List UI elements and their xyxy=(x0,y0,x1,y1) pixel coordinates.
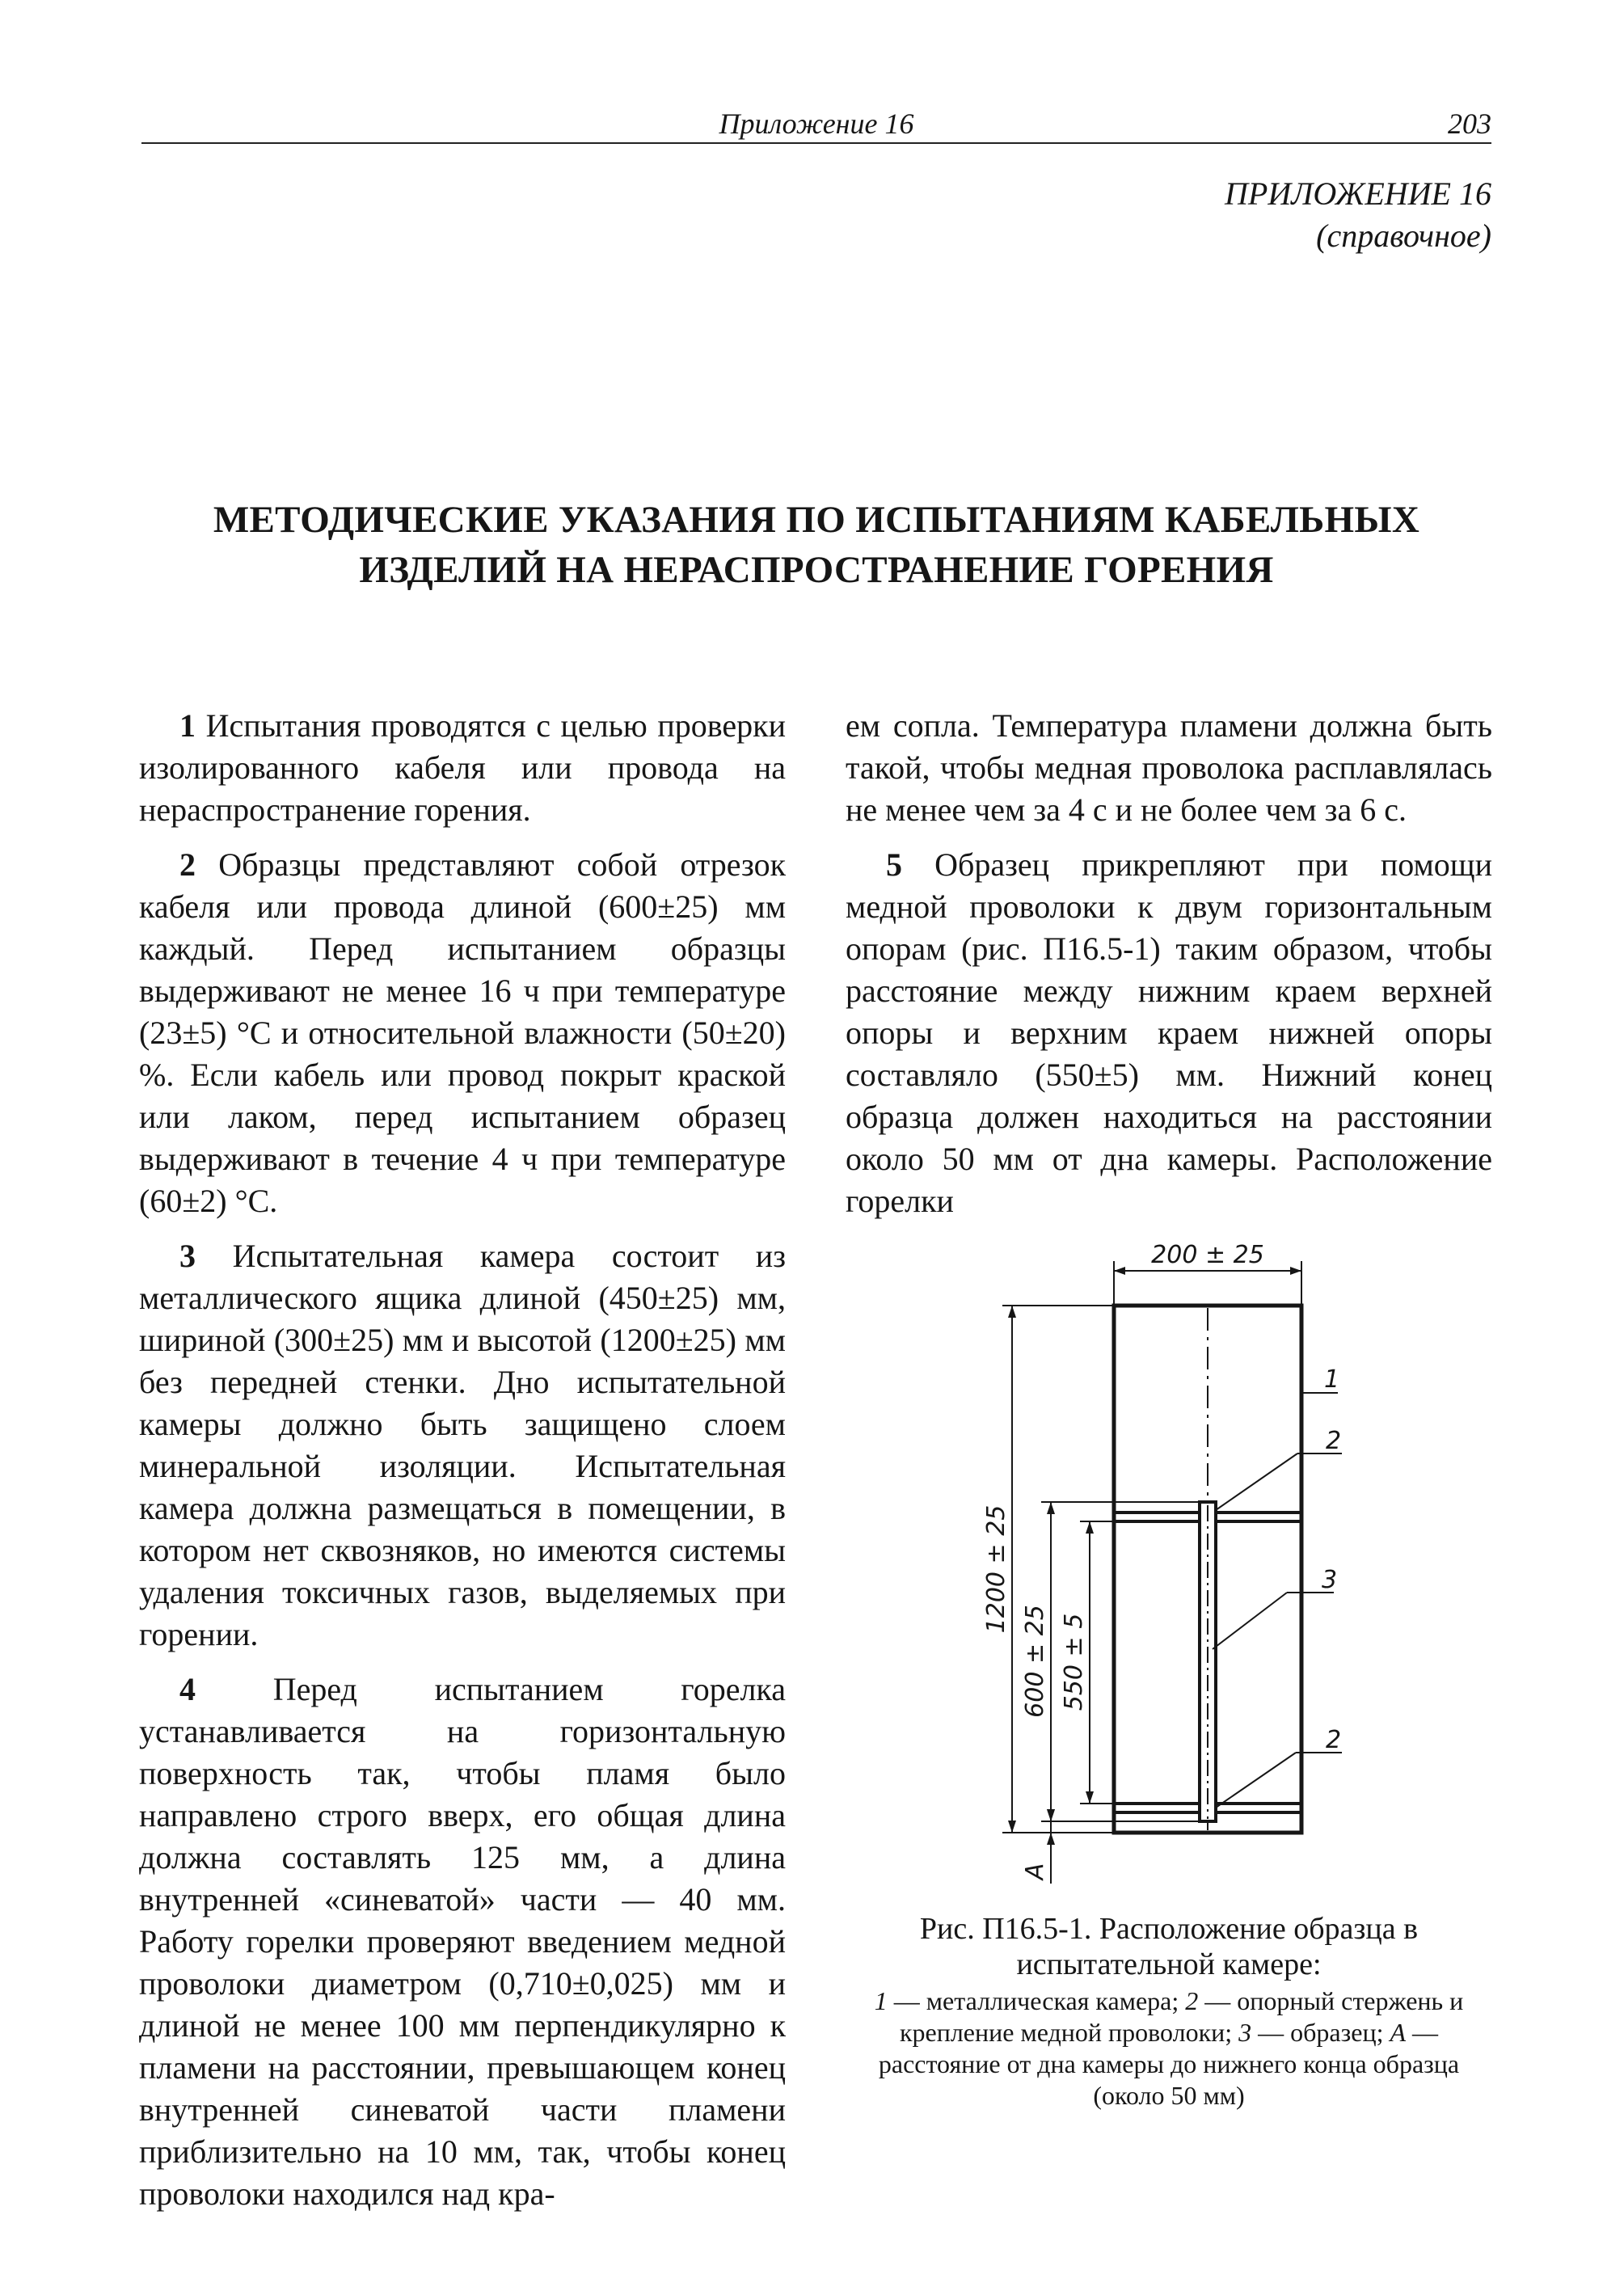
leader-3 xyxy=(1213,1593,1287,1649)
paragraph-5 xyxy=(846,844,1492,1222)
paragraph-number: 4 xyxy=(179,1671,196,1707)
support-gap-dimension-label: 550 ± 5 xyxy=(1060,1613,1088,1711)
sample-dimension-label: 600 ± 25 xyxy=(1021,1605,1049,1718)
legend-text: — металлическая камера; xyxy=(887,1986,1186,2015)
callout-2-upper: 2 xyxy=(1326,1427,1342,1455)
title-line-1: МЕТОДИЧЕСКИЕ УКАЗАНИЯ ПО ИСПЫТАНИЯМ КАБЕЛЬНЫХ xyxy=(213,499,1420,541)
legend-key: 2 xyxy=(1185,1986,1199,2015)
title-line-2: ИЗДЕЛИЙ НА НЕРАСПРОСТРАНЕНИЕ ГОРЕНИЯ xyxy=(359,549,1274,591)
legend-key: A xyxy=(1390,2018,1407,2047)
figure-test-chamber xyxy=(954,1237,1358,1900)
appendix-note: (справочное) xyxy=(1316,217,1491,254)
paragraph-text: Образцы представляют собой отрезок кабеля или провода длиной (600±25) мм каждый. Перед испытанием образцы выдерживают не менее 16 ч при температуре (23±5) °С и относительной влажности (50±20) %. Если кабель или провод покрыт краской или лаком, перед испытанием образец выдерживают в течение 4 ч при температуре (60±2) °С. xyxy=(139,846,786,1219)
left-column xyxy=(139,705,786,2228)
figure-caption xyxy=(846,1911,1492,2112)
paragraph-number: 1 xyxy=(179,707,196,744)
paragraph-4 xyxy=(139,1669,786,2215)
page-number: 203 xyxy=(1448,108,1491,140)
legend-text: — расстояние от дна камеры до нижнего конца образца (около 50 мм) xyxy=(878,2018,1460,2110)
distance-a-label: A xyxy=(1021,1863,1049,1880)
paragraph-number: 5 xyxy=(886,846,902,883)
paragraph-3 xyxy=(139,1235,786,1656)
legend-key: 3 xyxy=(1238,2018,1252,2047)
running-title: Приложение 16 xyxy=(719,108,914,140)
paragraph-text: Перед испытанием горелка устанавливается на горизонтальную поверхность так, чтобы пламя было направлено строго вверх, его общая длина должна составлять 125 мм, а длина внутренней «синеватой» части — 40 мм. Работу горелки проверяют введением медной проволоки диаметром (0,710±0,025) мм и длиной не менее 100 мм перпендикулярно к пламени на расстоянии, превышающем конец внутренней синеватой части пламени приблизительно на 10 мм, так, чтобы конец проволоки находился над кра- xyxy=(139,1671,787,2212)
appendix-title: ПРИЛОЖЕНИЕ 16 xyxy=(1225,175,1491,212)
legend-text: — образец; xyxy=(1251,2018,1390,2047)
paragraph-text: Испытательная камера состоит из металлического ящика длиной (450±25) мм, шириной (300±25) мм и высотой (1200±25) мм без передней стенки. Дно испытательной камеры должно быть защищено слоем минеральной изоляции. Испытательная камера должна размещаться в помещении, в котором нет сквозняков, но имеются системы удаления токсичных газов, выделяемых при горении. xyxy=(139,1238,786,1652)
legend-key: 1 xyxy=(874,1986,888,2015)
paragraph-2 xyxy=(139,844,786,1222)
legend-text: — опорный стержень и крепление медной проволоки; xyxy=(899,1986,1464,2047)
paragraph-text: Испытания проводятся с целью проверки изолированного кабеля или провода на нераспространение горения. xyxy=(139,707,787,828)
callout-3: 3 xyxy=(1322,1566,1338,1594)
paragraph-4-continued xyxy=(846,705,1492,831)
paragraph-number: 3 xyxy=(179,1238,196,1274)
paragraph-text: ем сопла. Температура пламени должна быть такой, чтобы медная проволока расплавлялась не менее чем за 4 с и не более чем за 6 с. xyxy=(846,707,1492,828)
appendix-label xyxy=(1225,173,1491,257)
height-dimension-label: 1200 ± 25 xyxy=(982,1504,1010,1634)
right-column xyxy=(846,705,1492,1235)
caption-legend xyxy=(846,1985,1492,2112)
leader-2-upper xyxy=(1216,1453,1297,1510)
document-title xyxy=(141,495,1491,595)
paragraph-number: 2 xyxy=(179,846,196,883)
arrow xyxy=(1114,1267,1125,1275)
arrow xyxy=(1290,1267,1301,1275)
width-dimension-label: 200 ± 25 xyxy=(1151,1241,1264,1269)
caption-title: Рис. П16.5-1. Расположение образца в испытательной камере: xyxy=(919,1912,1419,1981)
callout-2-lower: 2 xyxy=(1326,1726,1342,1754)
leader-2-lower xyxy=(1216,1753,1296,1808)
paragraph-1 xyxy=(139,705,786,831)
paragraph-text: Образец прикрепляют при помощи медной проволоки к двум горизонтальным опорам (рис. П16.5-1) таким образом, чтобы расстояние между нижним краем верхней опоры и верхним краем нижней опоры составляло (550±5) мм. Нижний конец образца должен находиться на расстоянии около 50 мм от дна камеры. Расположение горелки xyxy=(846,846,1493,1219)
chamber-drawing xyxy=(954,1237,1358,1900)
running-header xyxy=(141,103,1491,144)
callout-1: 1 xyxy=(1324,1365,1340,1394)
